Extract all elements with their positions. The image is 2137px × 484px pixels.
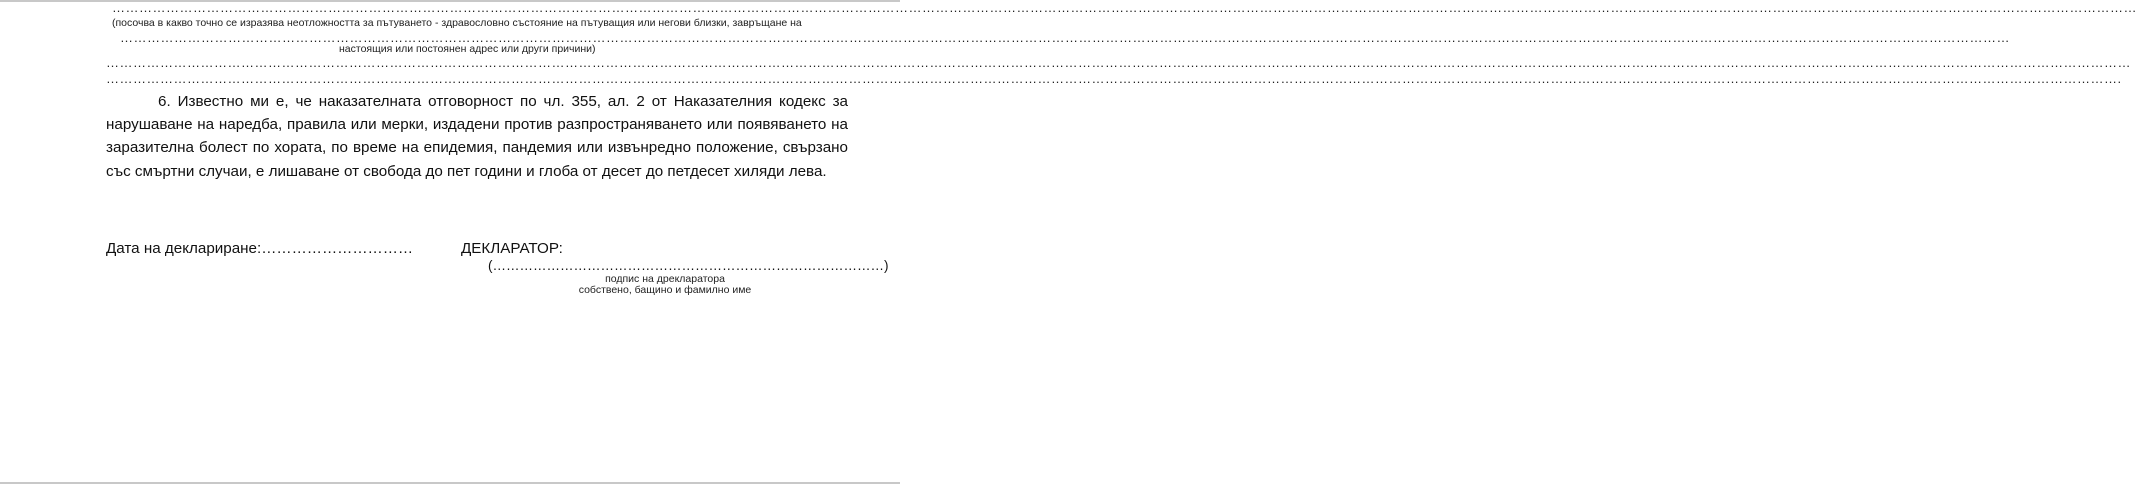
declarator-label: ДЕКЛАРАТОР: [461, 240, 563, 257]
travel-reason-hint-2: настоящия или постоянен адрес или други причини) [339, 43, 596, 55]
liability-paragraph [106, 90, 848, 183]
signature-line: (……………………………………………………………………………) [488, 258, 889, 273]
signature-caption-1: подпис на дрекларатора [605, 273, 725, 285]
dotted-fill-line-2: …………………………………………………………………………………………………………………………………………………………………………………………………………………………………………………………………………………………………………………………………………………………………………………… [120, 30, 2010, 45]
dotted-fill-line-4: ……………………………………………………………………………………………………………………………………………………………………………………………………………………………………………………………………………………………………………………………………………………………………………………………………………. [106, 71, 2122, 86]
declaration-date-field: Дата на деклариране:………………………… [106, 240, 414, 257]
dotted-fill-line-1: ……………………………………………………………………………………………………………………………………………………………………………………………………………………………………………………………………………………………………………………………………………………………………………………………………………… [112, 0, 2137, 15]
signature-caption-2: собствено, бащино и фамилно име [578, 284, 752, 296]
liability-paragraph-text: 6. Известно ми е, че наказателната отговорност по чл. 355, ал. 2 от Наказателния кодекс за нарушаване на наредба, правила или мерки, издадени против разпространяването или появяването на заразителна болест по хората, по време на епидемия, пандемия или извънредно положение, свързано със смъртни случаи, е лишаване от свобода до пет години и глоба от десет до петдесет хиляди лева. [106, 93, 848, 180]
dotted-fill-line-3: ……………………………………………………………………………………………………………………………………………………………………………………………………………………………………………………………………………………………………………………………………………………………………………………………………………… [106, 55, 2131, 70]
travel-reason-hint-1: (посочва в какво точно се изразява неотложността за пътуването - здравословно състояние на пътуващия или негови близки, завръщане на [112, 17, 802, 29]
